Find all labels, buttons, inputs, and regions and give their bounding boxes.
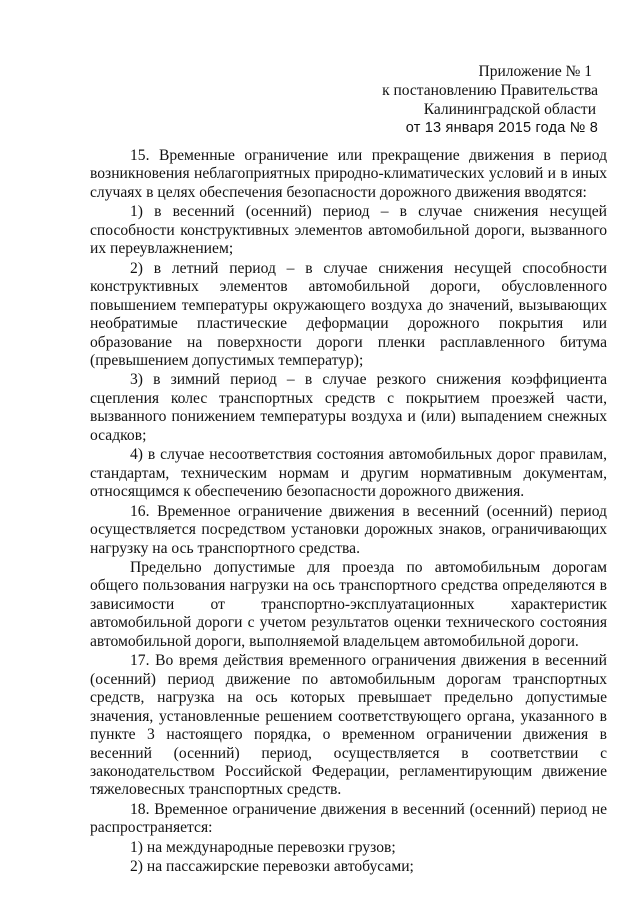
paragraph-17: 17. Во время действия временного ограничения движения в весенний (осенний) период движение по автомобильным дорогам транспортных средств, нагрузка на ось которых превышает предельно допустимые значения, установленные решением соответствующего органа, указанного в пункте 3 настоящего порядка, о временном ограничении движения в весенний (осенний) период, осуществляется в соответствии с законодательством Российской Федерации, регламентирующим движение тяжеловесных транспортных средств. (90, 652, 607, 799)
document-body (90, 147, 607, 878)
appendix-header (358, 62, 598, 138)
appendix-date: от 13 января 2015 года № 8 (405, 120, 598, 136)
paragraph-16: 16. Временное ограничение движения в весенний (осенний) период осуществляется посредством установки дорожных знаков, ограничивающих нагрузку на ось транспортного средства. (90, 502, 607, 557)
paragraph-15: 15. Временные ограничение или прекращение движения в период возникновения неблагоприятных природно-климатических условий и в иных случаях в целях обеспечения безопасности дорожного движения вводятся: (90, 147, 607, 201)
paragraph-16-limits: Предельно допустимые для проезда по автомобильным дорогам общего пользования нагрузки на ось транспортного средства определяются в зависимости от транспортно-эксплуатационных характеристик автомобильной дороги с учетом результатов оценки технического состояния автомобильной дороги, выполняемой владельцем автомобильной дороги. (90, 558, 607, 650)
paragraph-15-item-3: 3) в зимний период – в случае резкого снижения коэффициента сцепления колес транспортных средств с покрытием проезжей части, вызванного понижением температуры воздуха и (или) выпадением снежных осадков; (90, 371, 607, 444)
paragraph-15-item-1: 1) в весенний (осенний) период – в случае снижения несущей способности конструктивных элементов автомобильной дороги, вызванного их переувлажнением; (90, 203, 607, 258)
appendix-title: Приложение № 1 (478, 63, 592, 80)
paragraph-18-item-1: 1) на международные перевозки грузов; (130, 838, 396, 856)
appendix-region: Калининградской области (423, 101, 596, 118)
paragraph-18-item-2: 2) на пассажирские перевозки автобусами; (130, 858, 414, 876)
paragraph-15-item-4: 4) в случае несоответствия состояния автомобильных дорог правилам, стандартам, техническим нормам и другим нормативным документам, относящимся к обеспечению безопасности дорожного движения. (90, 446, 607, 501)
paragraph-15-item-2: 2) в летний период – в случае снижения несущей способности конструктивных элементов автомобильной дороги, обусловленного повышением температуры окружающего воздуха до значений, вызывающих необратимые пластические деформации дорожного покрытия или образование на поверхности дороги пленки расплавленного битума (превышением допустимых температур); (90, 259, 607, 369)
paragraph-18: 18. Временное ограничение движения в весенний (осенний) период не распространяется: (90, 800, 607, 837)
appendix-reference: к постановлению Правительства (382, 82, 598, 99)
